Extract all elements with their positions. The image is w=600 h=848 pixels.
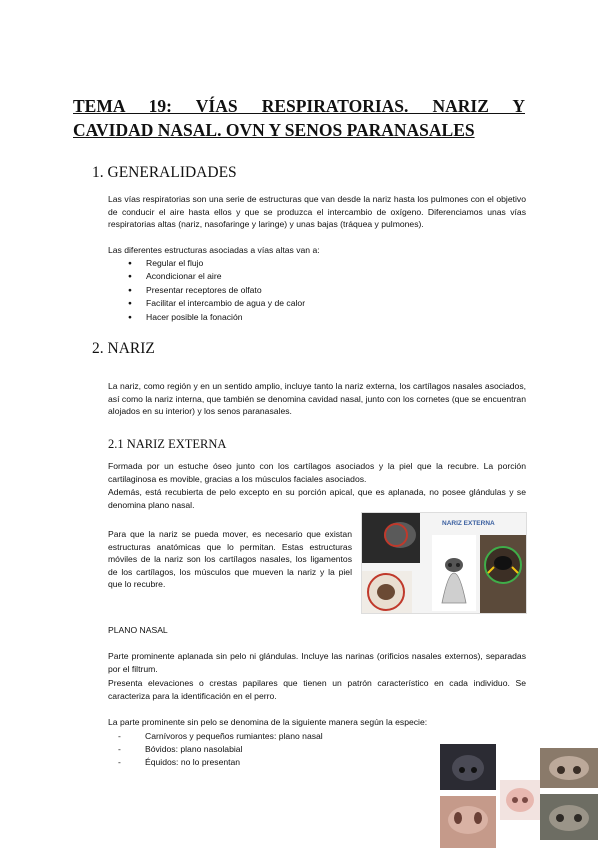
dash-list-especies	[118, 730, 323, 769]
nariz-externa-illustration	[362, 513, 526, 613]
paragraph-nariz-externa-2: Además, está recubierta de pelo excepto en su porción apical, que es aplanada, no posee glándulas y se denomina plano nasal.	[108, 487, 526, 510]
plano-nasal-heading: PLANO NASAL	[108, 625, 168, 635]
list-item: ● Presentar receptores de olfato	[128, 284, 305, 297]
sheep-nose-photo	[540, 794, 598, 840]
paragraph-vias-intro: Las vías respiratorias son una serie de estructuras que van desde la nariz hasta los pulmones con el objetivo de conducir el aire hasta ellos y que se produzca el intercambio de oxígeno. Diferenciamos unas vías respiratorias altas (nariz, nasofaringe y laringe) y unas bajas (tráquea y pulmones).	[108, 194, 526, 230]
paragraph-nariz-externa-3: Para que la nariz se pueda mover, es necesario que existan estructuras anatómicas que lo permitan. Estas estructuras móviles de la nariz son los cartílagos nasales, los ligamentos de los cartílagos, los músculos que mueven la nariz y la piel que lo recubre.	[108, 529, 352, 590]
paragraph-plano-2: Presenta elevaciones o crestas papilares que tienen un patrón característico en cada individuo. Se caracteriza para la identificación en el perro.	[108, 678, 526, 701]
bullet-list-funciones	[128, 257, 305, 324]
nariz-externa-figure	[361, 512, 527, 614]
figure-label: NARIZ EXTERNA	[442, 520, 495, 527]
list-item: ● Facilitar el intercambio de agua y de calor	[128, 297, 305, 310]
cat-nose-photo	[440, 744, 496, 790]
list-item: ● Hacer posible la fonación	[128, 311, 305, 324]
paragraph-plano-1: Parte prominente aplanada sin pelo ni glándulas. Incluye las narinas (orificios nasales externos), separadas por el filtrum.	[108, 651, 526, 674]
list-item: ● Acondicionar el aire	[128, 270, 305, 283]
paragraph-plano-3: La parte prominente sin pelo se denomina de la siguiente manera según la especie:	[108, 717, 428, 727]
paragraph-nariz-intro: La nariz, como región y en un sentido amplio, incluye tanto la nariz externa, los cartílagos nasales asociados, así como la nariz interna, que también se denomina cavidad nasal, junto con los cornetes (que se encuentran alojados en su interior) y los senos paranasales.	[108, 381, 526, 417]
paragraph-vias-altas: Las diferentes estructuras asociadas a vías altas van a:	[108, 245, 320, 255]
cow-nose-photo	[540, 748, 598, 788]
title-line-1: TEMA 19: VÍAS RESPIRATORIAS. NARIZ Y	[73, 96, 525, 116]
list-item: - Carnívoros y pequeños rumiantes: plano nasal	[118, 730, 323, 743]
horse-nose-photo	[440, 796, 496, 848]
list-item: - Bóvidos: plano nasolabial	[118, 743, 323, 756]
title-line-2: CAVIDAD NASAL. OVN Y SENOS PARANASALES	[73, 120, 475, 140]
pig-nose-photo	[500, 780, 540, 820]
section-heading-nariz: 2. NARIZ	[92, 340, 155, 357]
subsection-heading-nariz-externa: 2.1 NARIZ EXTERNA	[108, 437, 227, 451]
list-item: - Équidos: no lo presentan	[118, 756, 323, 769]
section-heading-generalidades: 1. GENERALIDADES	[92, 164, 237, 181]
paragraph-nariz-externa-1: Formada por un estuche óseo junto con los cartílagos asociados y la piel que la recubre. La porción cartilaginosa es movible, gracias a los músculos faciales asociados.	[108, 461, 526, 484]
page-title	[73, 94, 525, 142]
list-item: ● Regular el flujo	[128, 257, 305, 270]
